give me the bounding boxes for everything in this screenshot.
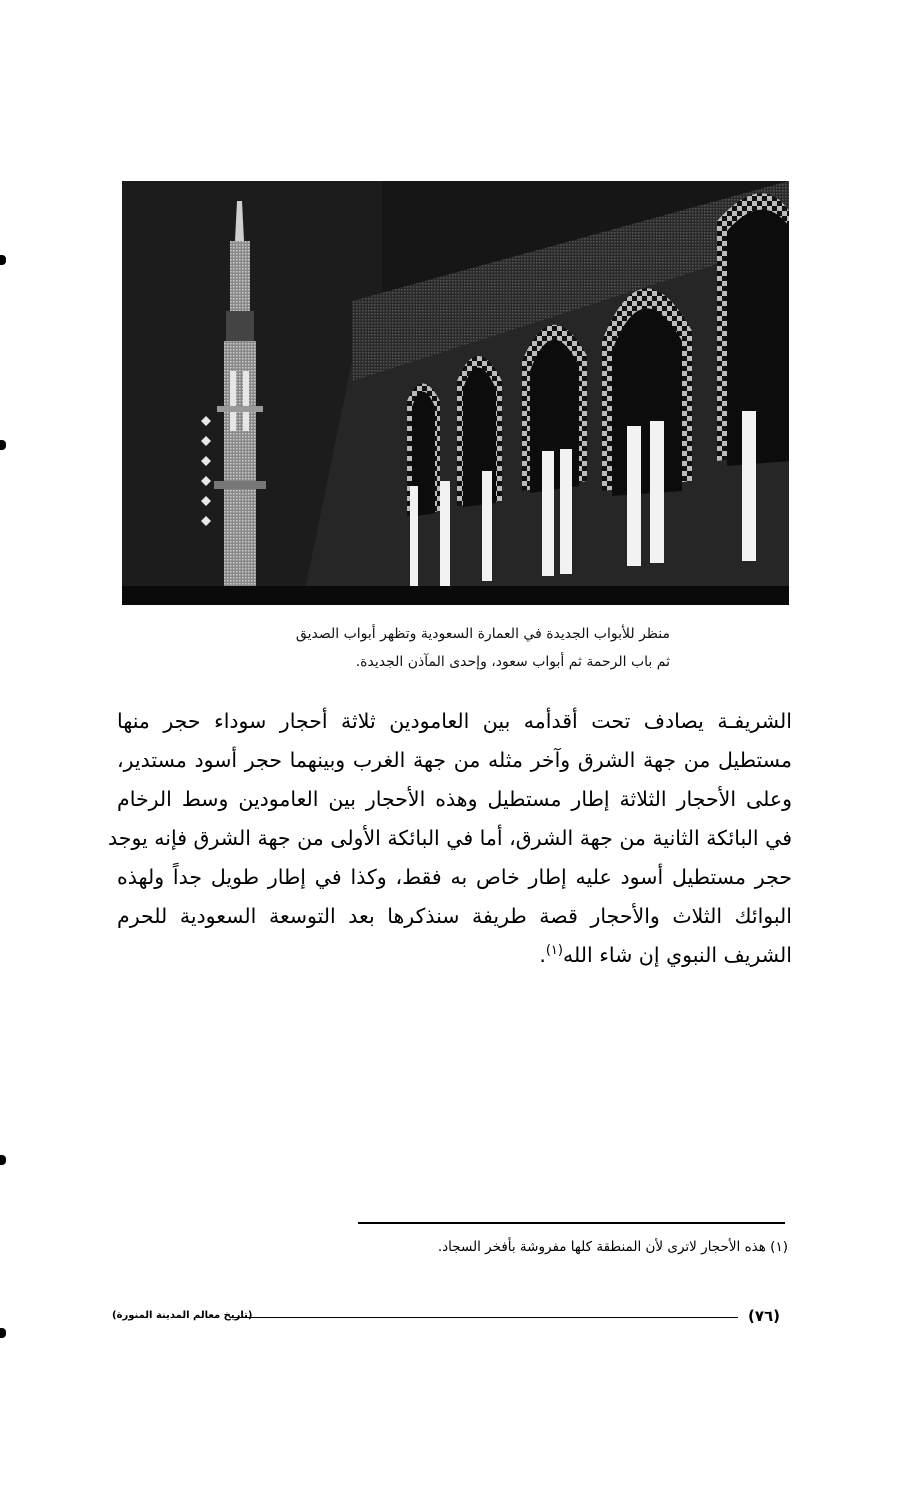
margin-mark	[0, 440, 6, 450]
body-last-line	[117, 936, 792, 975]
footer-book-title: (تاريخ معالم المدينة المنورة)	[112, 1310, 253, 1321]
footnote-separator	[358, 1222, 785, 1224]
body-last-line-end: .	[539, 943, 546, 967]
footnote-reference[interactable]: (١)	[545, 943, 563, 959]
body-line: وعلى الأحجار الثلاثة إطار مستطيل وهذه الأحجار بين العامودين وسط الرخام	[117, 787, 792, 811]
body-last-line-text: الشريف النبوي إن شاء الله	[562, 943, 792, 967]
body-line: البوائك الثلاث والأحجار قصة طريفة سنذكرها بعد التوسعة السعودية للحرم	[117, 904, 792, 928]
body-line: الشريفـة يصادف تحت أقدأمه بين العامودين ثلاثة أحجار سوداء حجر منها	[117, 709, 792, 733]
footer-rule	[232, 1317, 738, 1318]
body-line: مستطيل من جهة الشرق وآخر مثله من جهة الغرب وبينهما حجر أسود مستدير،	[117, 748, 792, 772]
footnote: (١) هذه الأحجار لاترى لأن المنطقة كلها مفروشة بأفخر السجاد.	[437, 1239, 788, 1255]
margin-mark	[0, 1328, 6, 1338]
mosque-photo	[122, 181, 789, 605]
body-line: حجر مستطيل أسود عليه إطار خاص به فقط، وكذا في إطار طويل جداً ولهذه	[117, 865, 792, 889]
photo-caption-line-1: منظر للأبواب الجديدة في العمارة السعودية وتظهر أبواب الصديق	[295, 626, 670, 642]
page-number: (٧٦)	[748, 1307, 781, 1325]
margin-mark	[0, 255, 6, 265]
body-paragraph	[108, 702, 792, 975]
margin-mark	[0, 1155, 6, 1165]
photo-caption-line-2: ثم باب الرحمة ثم أبواب سعود، وإحدى المآذن الجديدة.	[355, 654, 670, 670]
body-line: في البائكة الثانية من جهة الشرق، أما في البائكة الأولى من جهة الشرق فإنه يوجد	[108, 826, 792, 850]
